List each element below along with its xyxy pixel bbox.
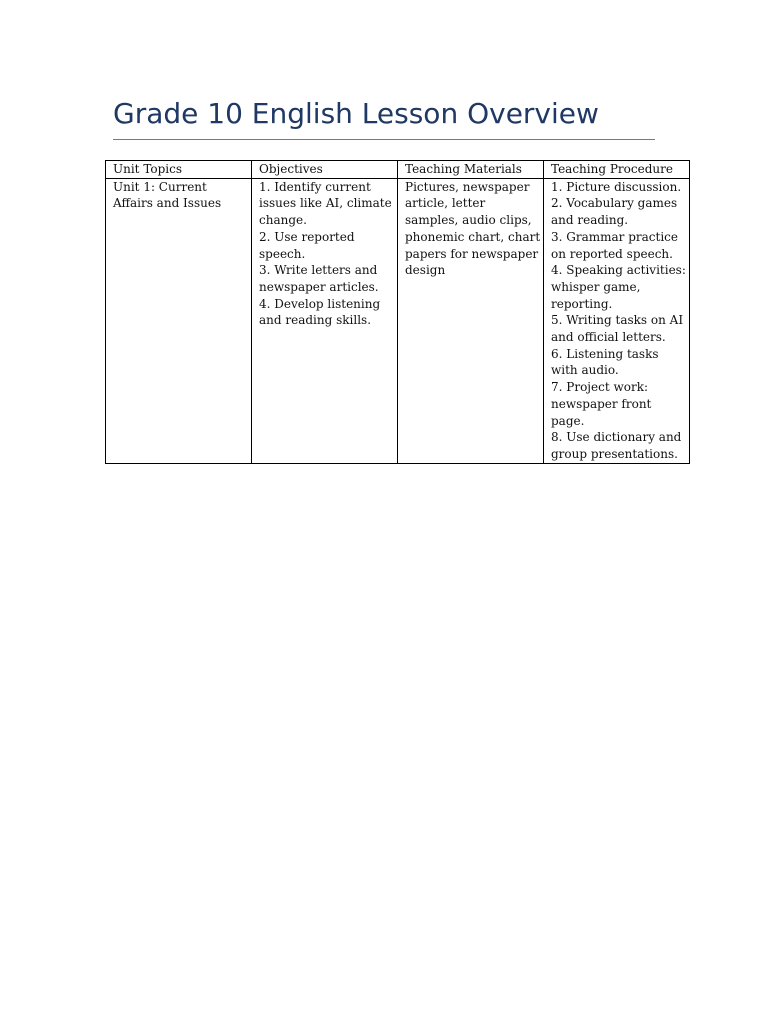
table-header-row [106, 161, 690, 179]
procedure-item: 7. Project work: newspaper front page. [551, 380, 652, 428]
procedure-item: 4. Speaking activities: whisper game, reporting. [551, 263, 686, 311]
procedure-item: 8. Use dictionary and group presentations. [551, 430, 682, 461]
header-objectives: Objectives [252, 161, 398, 179]
header-unit-topics: Unit Topics [106, 161, 252, 179]
objectives-cell [252, 178, 398, 463]
materials-cell: Pictures, newspaper article, letter samples, audio clips, phonemic chart, chart papers for newspaper design [398, 178, 544, 463]
procedure-item: 5. Writing tasks on AI and official letters. [551, 313, 684, 345]
procedure-item: 3. Grammar practice on reported speech. [551, 229, 678, 261]
table-row [106, 178, 690, 463]
objective-item: 2. Use reported speech. [259, 229, 355, 261]
objective-item: 3. Write letters and newspaper articles. [259, 263, 379, 294]
header-teaching-materials: Teaching Materials [398, 161, 544, 179]
procedure-item: 6. Listening tasks with audio. [551, 346, 659, 378]
unit-topic-cell: Unit 1: Current Affairs and Issues [106, 178, 252, 463]
objective-item: 1. Identify current issues like AI, climate change. [259, 179, 392, 228]
procedure-item: 1. Picture discussion. [551, 179, 682, 194]
lesson-overview-table [105, 160, 690, 464]
header-teaching-procedure: Teaching Procedure [544, 161, 690, 179]
title-underline [113, 139, 655, 140]
objective-item: 4. Develop listening and reading skills. [259, 296, 381, 328]
procedure-cell [544, 178, 690, 463]
procedure-item: 2. Vocabulary games and reading. [551, 196, 678, 228]
page-title: Grade 10 English Lesson Overview [113, 97, 599, 130]
